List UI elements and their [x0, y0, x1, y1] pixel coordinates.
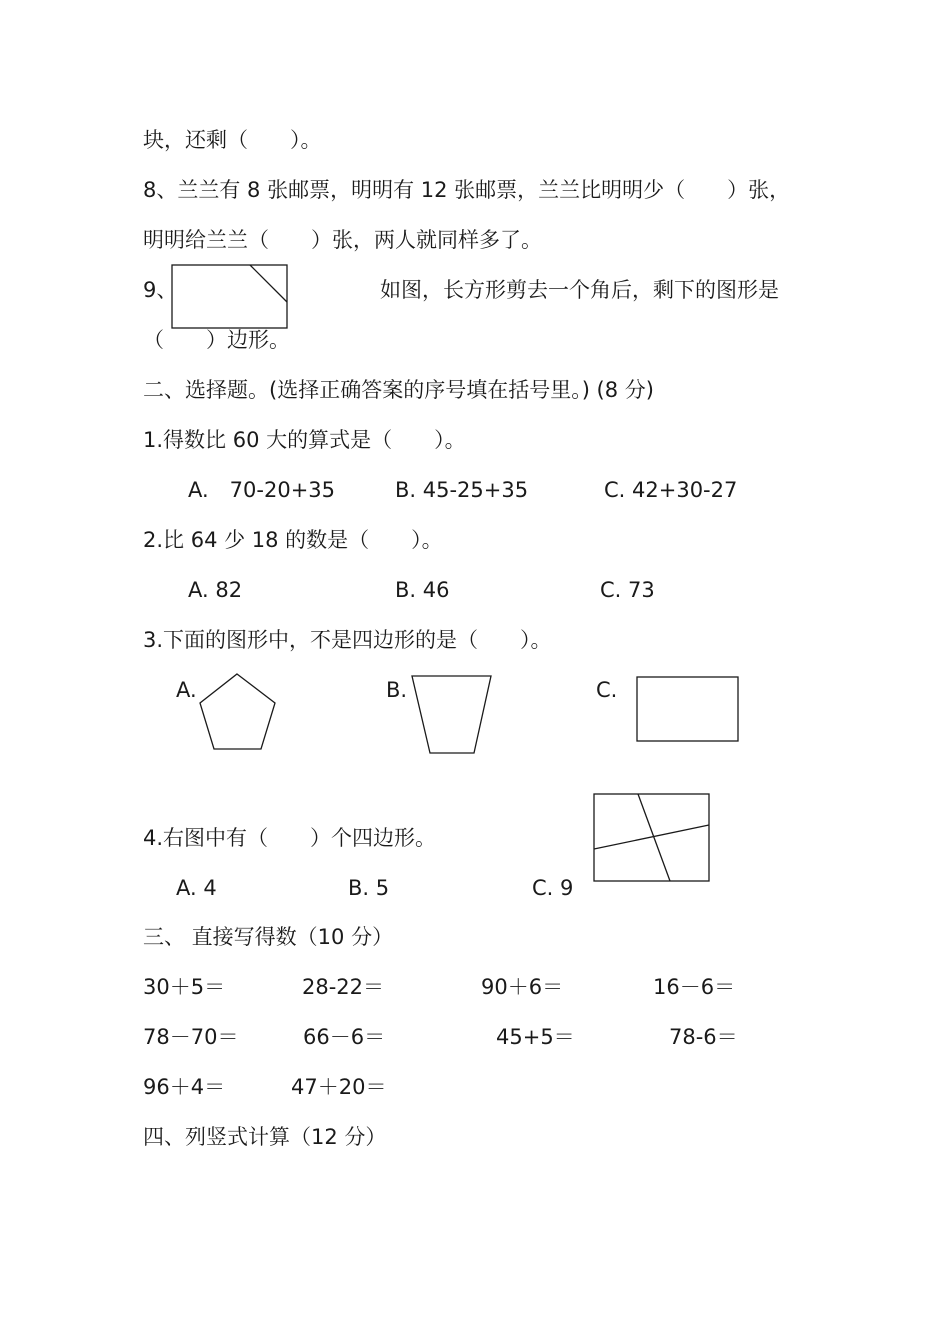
rectangle-figure: [635, 675, 740, 743]
q8-line2: 明明给兰兰（ ）张，两人就同样多了。: [143, 228, 542, 252]
calc-item: 66－6＝: [303, 1025, 386, 1049]
q1-option-c: C. 42+30-27: [604, 478, 738, 502]
q1-option-a: A. 70-20+35: [188, 478, 336, 502]
calc-item: 78－70＝: [143, 1025, 239, 1049]
calc-item: 47＋20＝: [291, 1075, 387, 1099]
section4-heading: 四、列竖式计算（12 分）: [143, 1125, 387, 1149]
calc-item: 45+5＝: [496, 1025, 575, 1049]
q3-stem: 3.下面的图形中，不是四边形的是（ ）。: [143, 628, 552, 652]
q2-stem: 2.比 64 少 18 的数是（ ）。: [143, 528, 443, 552]
calc-item: 90＋6＝: [481, 975, 564, 999]
q4-stem: 4.右图中有（ ）个四边形。: [143, 826, 437, 850]
calc-item: 78-6＝: [669, 1025, 738, 1049]
q2-option-a: A. 82: [188, 578, 243, 602]
q2-option-b: B. 46: [395, 578, 450, 602]
trapezoid-figure: [410, 674, 494, 756]
pentagon-figure: [198, 672, 278, 752]
section3-heading: 三、 直接写得数（10 分）: [143, 925, 394, 949]
calc-item: 96＋4＝: [143, 1075, 226, 1099]
calc-item: 16－6＝: [653, 975, 736, 999]
q4-option-c: C. 9: [532, 876, 574, 900]
q4-option-b: B. 5: [348, 876, 390, 900]
q8-line1: 8、兰兰有 8 张邮票，明明有 12 张邮票，兰兰比明明少（ ）张，: [143, 178, 791, 202]
q3-option-b: B.: [386, 678, 408, 702]
q3-option-c: C.: [596, 678, 618, 702]
q2-option-c: C. 73: [600, 578, 655, 602]
divided-rectangle-figure: [592, 792, 712, 884]
cut-rectangle-figure: [170, 264, 290, 330]
q9-text: 如图，长方形剪去一个角后，剩下的图形是: [380, 278, 779, 302]
q9-number: 9、: [143, 278, 178, 302]
q4-option-a: A. 4: [176, 876, 217, 900]
section2-heading: 二、选择题。(选择正确答案的序号填在括号里。) (8 分): [143, 378, 654, 402]
q9-answer: （ ）边形。: [143, 328, 290, 352]
q1-stem: 1.得数比 60 大的算式是（ ）。: [143, 428, 466, 452]
calc-item: 28-22＝: [302, 975, 385, 999]
q7-continuation: 块，还剩（ ）。: [143, 128, 322, 152]
q3-option-a: A.: [176, 678, 197, 702]
q1-option-b: B. 45-25+35: [395, 478, 529, 502]
calc-item: 30＋5＝: [143, 975, 226, 999]
